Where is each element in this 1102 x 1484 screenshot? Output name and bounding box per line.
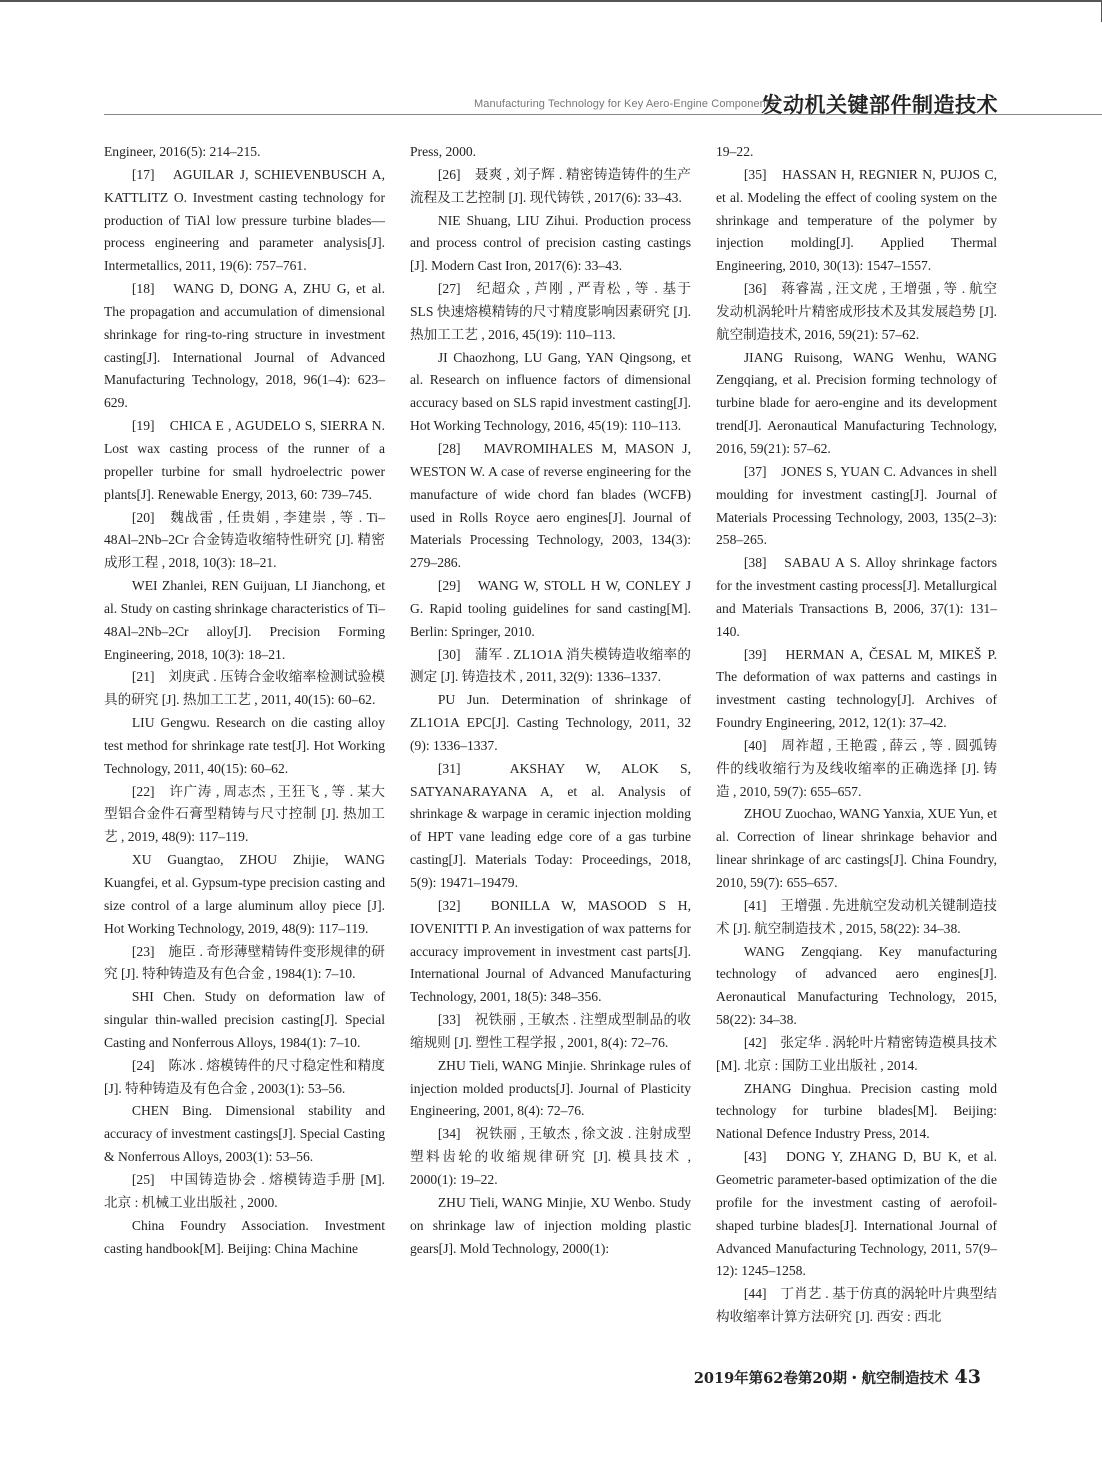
reference-entry: [34] 祝铁丽 , 王敏杰 , 徐文波 . 注射成型塑料齿轮的收缩规律研究 [J]. 模具技术 , 2000(1): 19–22. bbox=[410, 1126, 691, 1187]
reference-entry: [35] HASSAN H, REGNIER N, PUJOS C, et al. Modeling the effect of cooling system on the shrinkage and temperature of the polymer by injection molding[J]. Applied Thermal Engineering, 2010, 30(13): 1547–1557. bbox=[716, 166, 997, 274]
reference-entry: [30] 蒲军 . ZL1O1A 消失模铸造收缩率的测定 [J]. 铸造技术 , 2011, 32(9): 1336–1337. bbox=[410, 646, 691, 685]
reference-entry: Press, 2000. bbox=[410, 144, 477, 159]
reference-entry: [40] 周祚超 , 王艳霞 , 薛云 , 等 . 圆弧铸件的线收缩行为及线收缩率的正确选择 [J]. 铸造 , 2010, 59(7): 655–657. bbox=[716, 737, 997, 799]
footer-issue-info: 2019年第62卷第20期・航空制造技术 bbox=[693, 1370, 949, 1387]
reference-entry: [43] DONG Y, ZHANG D, BU K, et al. Geometric parameter-based optimization of the die profile for the investment casting of aerofoil-shaped turbine blades[J]. International Journal of Advanced Manufacturing Technology, 2011, 57(9–12): 1245–1258. bbox=[716, 1149, 997, 1279]
reference-entry: [44] 丁肖艺 . 基于仿真的涡轮叶片典型结构收缩率计算方法研究 [J]. 西安 : 西北 bbox=[716, 1286, 997, 1325]
reference-entry: [28] MAVROMIHALES M, MASON J, WESTON W. A case of reverse engineering for the manufacture of wide chord fan blades (WCFB) used in Rolls Royce aero engines[J]. Journal of Materials Processing Technology, 2003, 134(3): 279–286. bbox=[410, 440, 691, 571]
reference-entry: Engineer, 2016(5): 214–215. bbox=[104, 144, 261, 159]
reference-entry: [39] HERMAN A, ČESAL M, MIKEŠ P. The deformation of wax patterns and castings in investment casting technology[J]. Archives of Foundry Engineering, 2012, 12(1): 37–42. bbox=[716, 646, 997, 731]
reference-entry: NIE Shuang, LIU Zihui. Production process and process control of precision casting castings [J]. Modern Cast Iron, 2017(6): 33–43. bbox=[410, 212, 691, 274]
header-chinese-title: 发动机关键部件制造技术 bbox=[761, 93, 998, 117]
reference-entry: [22] 许广涛 , 周志杰 , 王狂飞 , 等 . 某大型铝合金件石膏型精铸与尺寸控制 [J]. 热加工艺 , 2019, 48(9): 117–119. bbox=[104, 783, 385, 845]
reference-entry: [20] 魏战雷 , 任贵娟 , 李建崇 , 等 . Ti–48Al–2Nb–2Cr 合金铸造收缩特性研究 [J]. 精密成形工程 , 2018, 10(3): 18–21. bbox=[104, 509, 385, 571]
reference-entry: ZHANG Dinghua. Precision casting mold technology for turbine blades[M]. Beijing: National Defence Industry Press, 2014. bbox=[716, 1080, 997, 1142]
page-footer bbox=[694, 1366, 981, 1388]
reference-entry: ZHU Tieli, WANG Minjie. Shrinkage rules of injection molded products[J]. Journal of Plasticity Engineering, 2001, 8(4): 72–76. bbox=[410, 1057, 691, 1119]
reference-entry: SHI Chen. Study on deformation law of singular thin-walled precision casting[J]. Special Casting and Nonferrous Alloys, 1984(1): 7–10. bbox=[104, 989, 385, 1050]
reference-entry: [36] 蒋睿嵩 , 汪文虎 , 王增强 , 等 . 航空发动机涡轮叶片精密成形技术及其发展趋势 [J]. 航空制造技术, 2016, 59(21): 57–62. bbox=[716, 281, 997, 342]
page-number: 43 bbox=[954, 1366, 981, 1388]
reference-entry: [33] 祝铁丽 , 王敏杰 . 注塑成型制品的收缩规则 [J]. 塑性工程学报 , 2001, 8(4): 72–76. bbox=[410, 1012, 691, 1050]
top-border-rule bbox=[0, 0, 1102, 2]
reference-entry: [42] 张定华 . 涡轮叶片精密铸造模具技术 [M]. 北京 : 国防工业出版社 , 2014. bbox=[716, 1034, 997, 1073]
reference-entry: WANG Zengqiang. Key manufacturing technology of advanced aero engines[J]. Aeronautical Manufacturing Technology, 2015, 58(22): 34–38. bbox=[716, 943, 997, 1028]
reference-entry: [37] JONES S, YUAN C. Advances in shell moulding for investment casting[J]. Journal of Materials Processing Technology, 2003, 135(2–3): 258–265. bbox=[716, 463, 997, 548]
reference-entry: [24] 陈冰 . 熔模铸件的尺寸稳定性和精度 [J]. 特种铸造及有色合金 , 2003(1): 53–56. bbox=[104, 1057, 385, 1096]
reference-entry: ZHU Tieli, WANG Minjie, XU Wenbo. Study on shrinkage law of injection molding plastic gears[J]. Mold Technology, 2000(1): bbox=[410, 1194, 691, 1256]
header-english-title: Manufacturing Technology for Key Aero-Engine Components bbox=[474, 98, 775, 110]
reference-column-1 bbox=[104, 141, 385, 1260]
reference-column-2 bbox=[410, 141, 691, 1260]
reference-entry: [41] 王增强 . 先进航空发动机关键制造技术 [J]. 航空制造技术 , 2015, 58(22): 34–38. bbox=[716, 897, 997, 936]
running-header bbox=[0, 86, 1102, 120]
reference-entry: [23] 施臣 . 奇形薄壁精铸件变形规律的研究 [J]. 特种铸造及有色合金 , 1984(1): 7–10. bbox=[104, 943, 385, 982]
reference-entry: [25] 中国铸造协会 . 熔模铸造手册 [M]. 北京 : 机械工业出版社 , 2000. bbox=[104, 1171, 385, 1210]
reference-entry: [29] WANG W, STOLL H W, CONLEY J G. Rapid tooling guidelines for sand casting[M]. Berlin: Springer, 2010. bbox=[410, 578, 691, 639]
reference-entry: ZHOU Zuochao, WANG Yanxia, XUE Yun, et al. Correction of linear shrinkage behavior and linear shrinkage of arc castings[J]. China Foundry, 2010, 59(7): 655–657. bbox=[716, 806, 997, 890]
reference-entry: [19] CHICA E , AGUDELO S, SIERRA N. Lost wax casting process of the runner of a propeller turbine for small hydroelectric power plants[J]. Renewable Energy, 2013, 60: 739–745. bbox=[104, 418, 385, 502]
reference-entry: [27] 纪超众 , 芦刚 , 严青松 , 等 . 基于 SLS 快速熔模精铸的尺寸精度影响因素研究 [J]. 热加工工艺 , 2016, 45(19): 110–113. bbox=[410, 281, 691, 342]
reference-entry: XU Guangtao, ZHOU Zhijie, WANG Kuangfei, et al. Gypsum-type precision casting and size control of a large aluminum alloy piece [J]. Hot Working Technology, 2019, 48(9): 117–119. bbox=[104, 852, 385, 936]
reference-entry: [31] AKSHAY W, ALOK S, SATYANARAYANA A, et al. Analysis of shrinkage & warpage in ceramic injection molding of HPT vane leading edge core of a gas turbine casting[J]. Materials Today: Proceedings, 2018, 5(9): 19471–19479. bbox=[410, 760, 691, 890]
reference-entry: PU Jun. Determination of shrinkage of ZL1O1A EPC[J]. Casting Technology, 2011, 32 (9): 1336–1337. bbox=[410, 692, 691, 753]
reference-entry: China Foundry Association. Investment casting handbook[M]. Beijing: China Machine bbox=[104, 1217, 385, 1256]
reference-entry: CHEN Bing. Dimensional stability and accuracy of investment castings[J]. Special Casting & Nonferrous Alloys, 2003(1): 53–56. bbox=[104, 1103, 385, 1165]
reference-entry: JI Chaozhong, LU Gang, YAN Qingsong, et al. Research on influence factors of dimensional accuracy based on SLS rapid investment casting[J]. Hot Working Technology, 2016, 45(19): 110–113. bbox=[410, 349, 691, 434]
reference-entry: WEI Zhanlei, REN Guijuan, LI Jianchong, et al. Study on casting shrinkage characteristics of Ti–48Al–2Nb–2Cr alloy[J]. Precision Forming Engineering, 2018, 10(3): 18–21. bbox=[104, 578, 385, 662]
reference-entry: [38] SABAU A S. Alloy shrinkage factors for the investment casting process[J]. Metallurgical and Materials Transactions B, 2006, 37(1): 131–140. bbox=[716, 555, 997, 639]
reference-entry: LIU Gengwu. Research on die casting alloy test method for shrinkage rate test[J]. Hot Working Technology, 2011, 40(15): 60–62. bbox=[104, 715, 385, 776]
reference-entry: [32] BONILLA W, MASOOD S H, IOVENITTI P. An investigation of wax patterns for accuracy improvement in investment cast parts[J]. International Journal of Advanced Manufacturing Technology, 2001, 18(5): 348–356. bbox=[410, 897, 691, 1005]
reference-column-3 bbox=[716, 141, 997, 1329]
reference-entry: [17] AGUILAR J, SCHIEVENBUSCH A, KATTLITZ O. Investment casting technology for production of TiAl low pressure turbine blades—process engineering and parameter analysis[J]. Intermetallics, 2011, 19(6): 757–761. bbox=[104, 166, 385, 274]
reference-entry: [21] 刘庚武 . 压铸合金收缩率检测试验模具的研究 [J]. 热加工工艺 , 2011, 40(15): 60–62. bbox=[104, 669, 385, 708]
reference-entry: [26] 聂爽 , 刘子辉 . 精密铸造铸件的生产流程及工艺控制 [J]. 现代铸铁 , 2017(6): 33–43. bbox=[410, 166, 691, 205]
reference-entry: JIANG Ruisong, WANG Wenhu, WANG Zengqiang, et al. Precision forming technology of turbine blade for aero-engine and its development trend[J]. Aeronautical Manufacturing Technology, 2016, 59(21): 57–62. bbox=[716, 349, 997, 456]
reference-entry: [18] WANG D, DONG A, ZHU G, et al. The propagation and accumulation of dimensional shrinkage for ring-to-ring structure in investment casting[J]. International Journal of Advanced Manufacturing Technology, 2018, 96(1–4): 623–629. bbox=[104, 281, 385, 411]
reference-entry: 19–22. bbox=[716, 144, 754, 159]
